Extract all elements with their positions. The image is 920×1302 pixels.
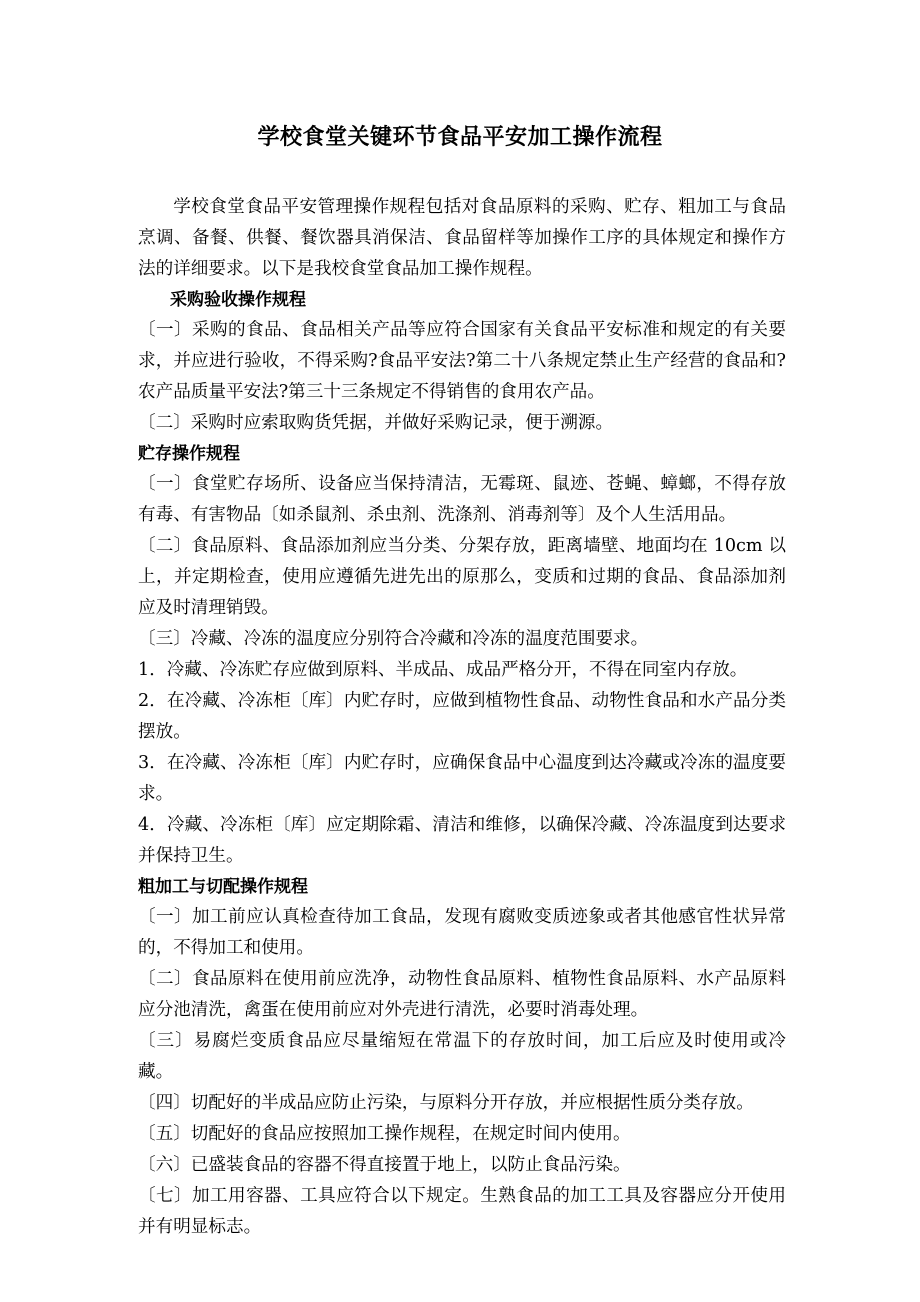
paragraph: 〔六〕已盛装食品的容器不得直接置于地上，以防止食品污染。 [138, 1155, 631, 1175]
section-processing [138, 872, 786, 1243]
document-body [138, 192, 786, 1243]
paragraph: 〔二〕食品原料、食品添加剂应当分类、分架存放，距离墙壁、地面均在 10cm 以上，并定期检查，使用应遵循先进先出的原那么，变质和过期的食品、食品添加剂应及时清理销毁。 [138, 536, 786, 618]
paragraph: 〔七〕加工用容器、工具应符合以下规定。生熟食品的加工工具及容器应分开使用并有明显标志。 [138, 1186, 786, 1237]
paragraph: 〔二〕食品原料在使用前应洗净，动物性食品原料、植物性食品原料、水产品原料应分池清洗，禽蛋在使用前应对外壳进行清洗，必要时消毒处理。 [138, 969, 786, 1020]
document-title: 学校食堂关键环节食品平安加工操作流程 [257, 125, 663, 150]
intro-paragraph: 学校食堂食品平安管理操作规程包括对食品原料的采购、贮存、粗加工与食品烹调、备餐、供餐、餐饮器具消保洁、食品留样等加操作工序的具体规定和操作方法的详细要求。以下是我校食堂食品加工操作规程。 [138, 197, 786, 279]
section-heading: 采购验收操作规程 [170, 290, 306, 310]
paragraph: 〔三〕冷藏、冷冻的温度应分别符合冷藏和冷冻的温度范围要求。 [138, 629, 649, 649]
list-item: 4．冷藏、冷冻柜〔库〕应定期除霜、清洁和维修，以确保冷藏、冷冻温度到达要求并保持卫生。 [138, 815, 786, 866]
list-item: 3．在冷藏、冷冻柜〔库〕内贮存时，应确保食品中心温度到达冷藏或冷冻的温度要求。 [138, 753, 786, 804]
section-heading: 粗加工与切配操作规程 [138, 877, 308, 897]
paragraph: 〔四〕切配好的半成品应防止污染，与原料分开存放，并应根据性质分类存放。 [138, 1093, 754, 1113]
section-procurement [138, 285, 786, 439]
paragraph: 〔五〕切配好的食品应按照加工操作规程，在规定时间内使用。 [138, 1124, 631, 1144]
paragraph: 〔二〕采购时应索取购货凭据，并做好采购记录，便于溯源。 [138, 413, 614, 433]
paragraph: 〔一〕采购的食品、食品相关产品等应符合国家有关食品平安标准和规定的有关要求，并应进行验收，不得采购?食品平安法?第二十八条规定禁止生产经营的食品和?农产品质量平安法?第三十三条规定不得销售的食用农产品。 [138, 320, 786, 402]
paragraph: 〔一〕加工前应认真检查待加工食品，发现有腐败变质迹象或者其他感官性状异常的，不得加工和使用。 [138, 907, 786, 958]
section-heading: 贮存操作规程 [138, 444, 240, 464]
list-item: 1．冷藏、冷冻贮存应做到原料、半成品、成品严格分开，不得在同室内存放。 [138, 660, 748, 680]
section-storage [138, 439, 786, 872]
paragraph: 〔三〕易腐烂变质食品应尽量缩短在常温下的存放时间，加工后应及时使用或冷藏。 [138, 1031, 786, 1082]
list-item: 2．在冷藏、冷冻柜〔库〕内贮存时，应做到植物性食品、动物性食品和水产品分类摆放。 [138, 691, 786, 742]
paragraph: 〔一〕食堂贮存场所、设备应当保持清洁，无霉斑、鼠迹、苍蝇、蟑螂，不得存放有毒、有害物品〔如杀鼠剂、杀虫剂、洗涤剂、消毒剂等〕及个人生活用品。 [138, 474, 786, 525]
